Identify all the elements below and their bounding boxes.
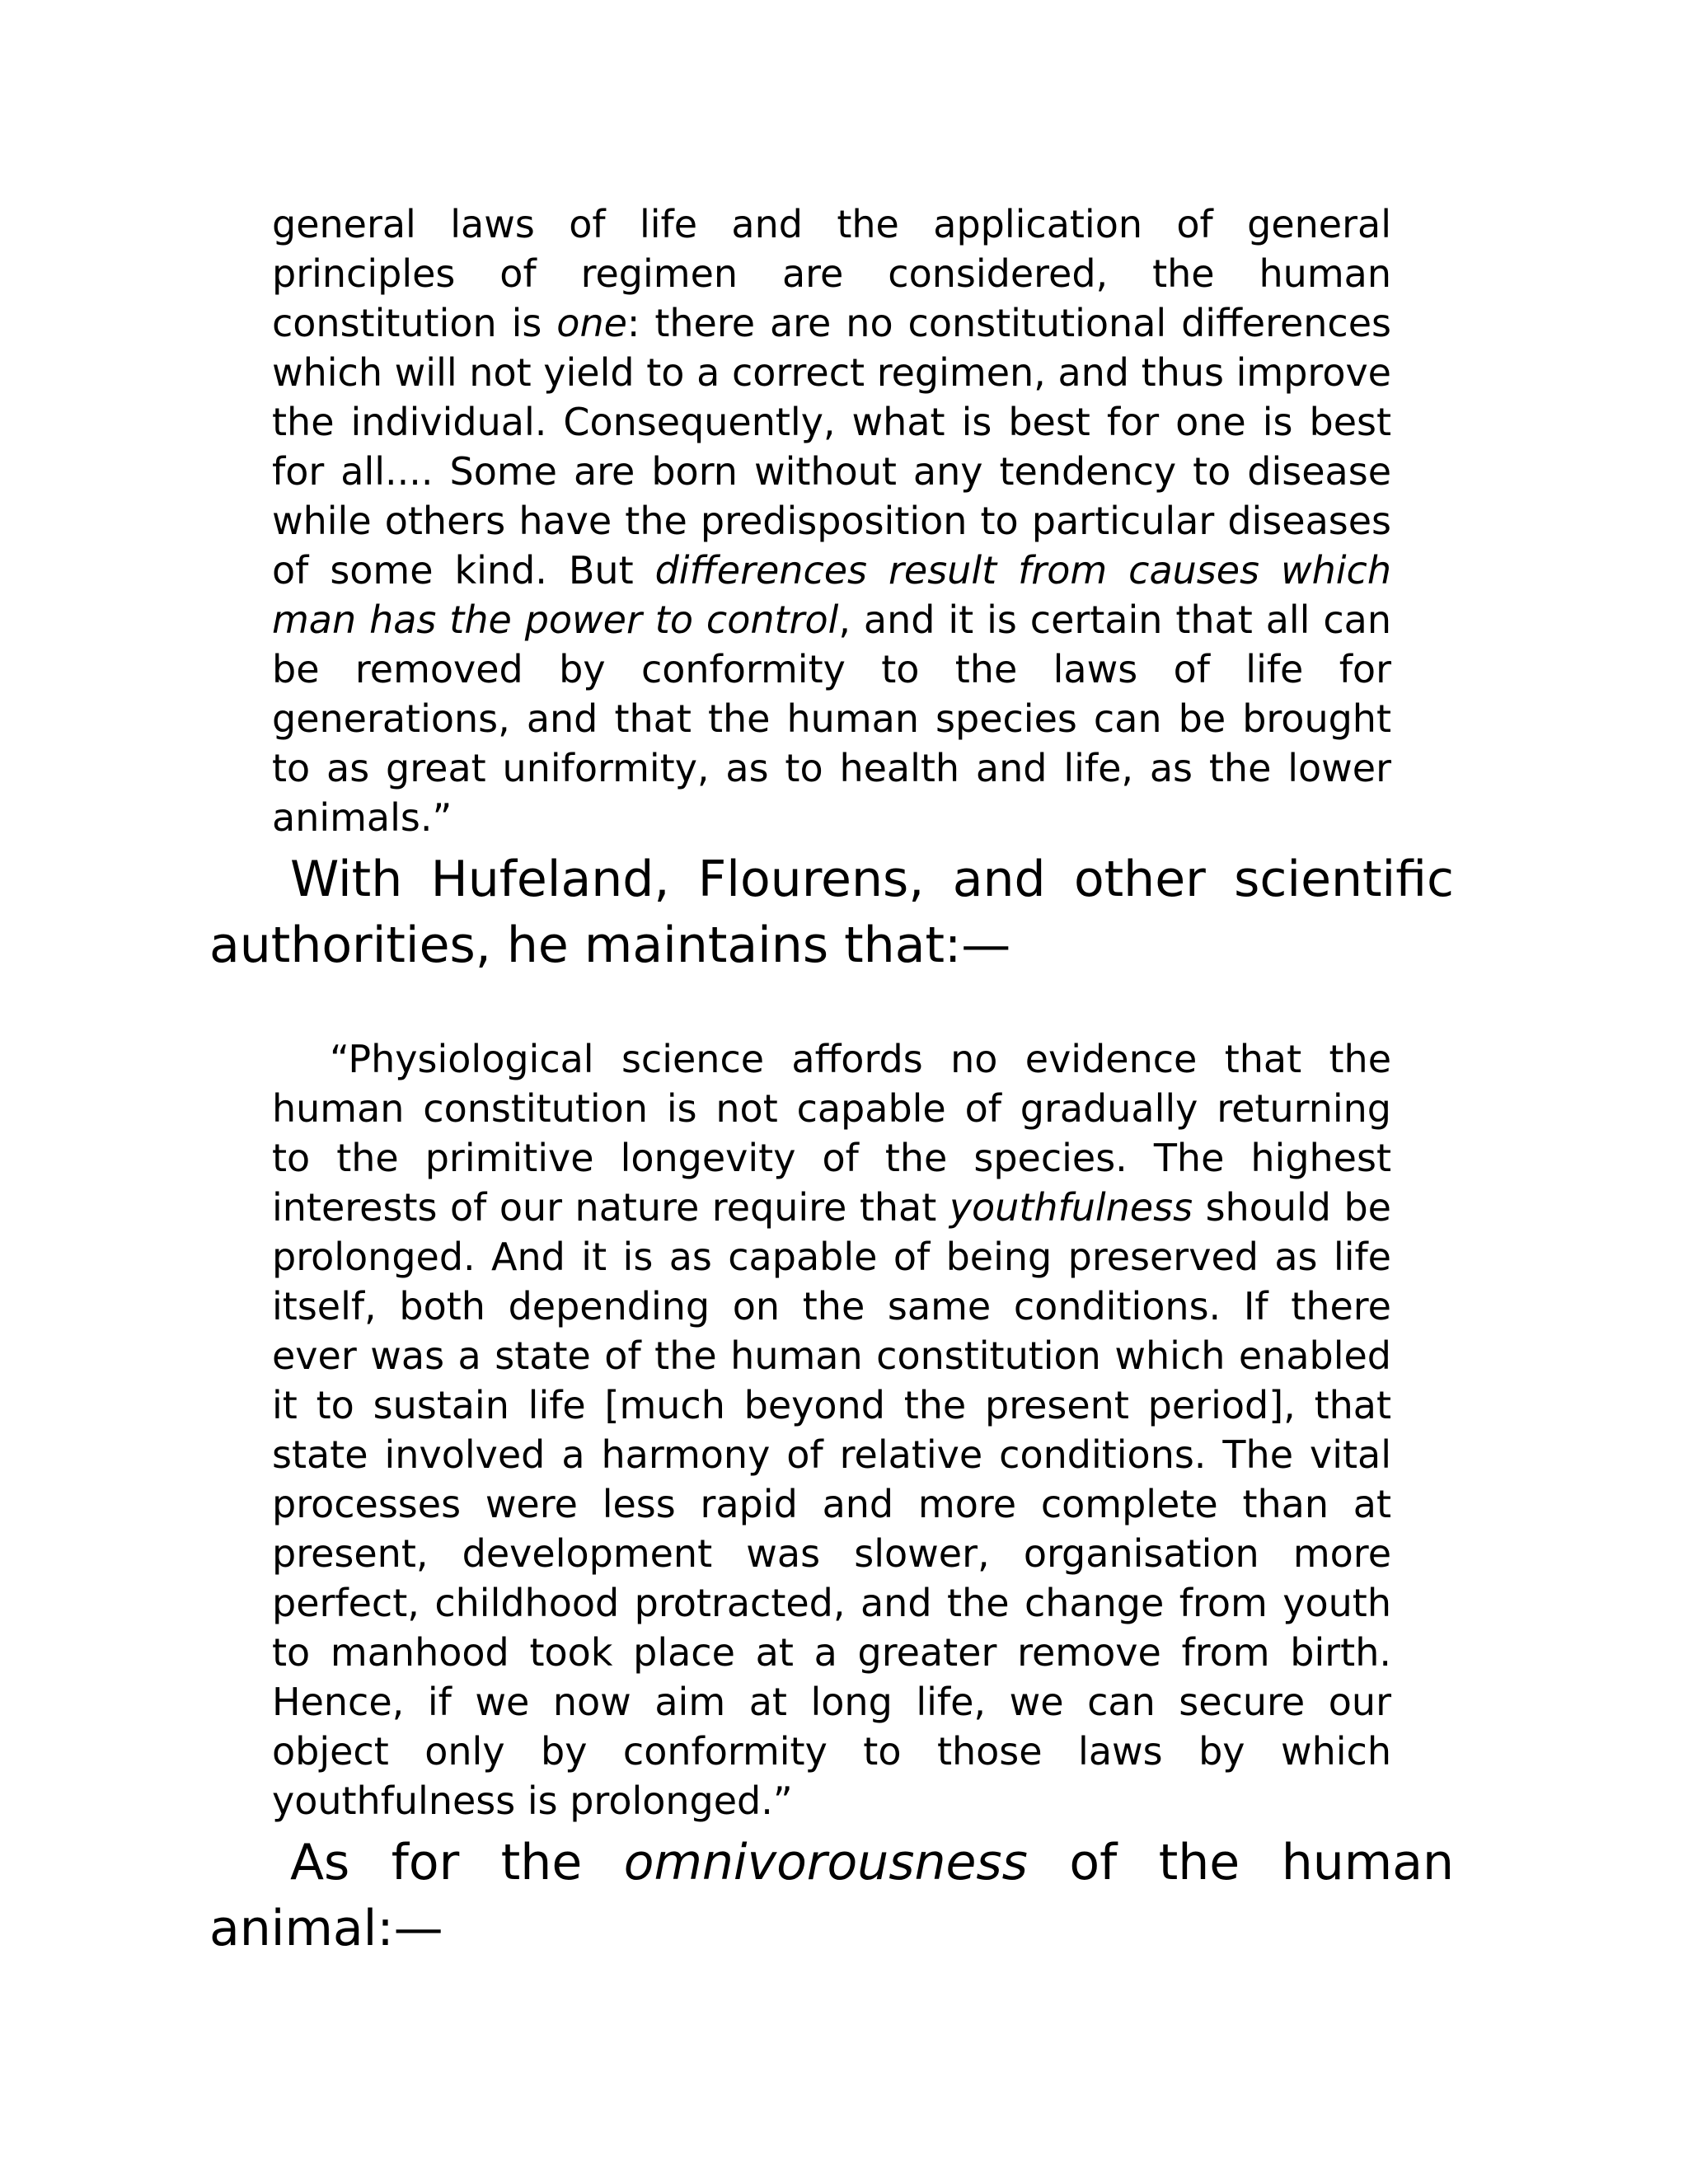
body-paragraph-omnivorousness (209, 1830, 1454, 1961)
para1-text: With Hufeland, Flourens, and other scientific authorities, he maintains that:— (209, 851, 1454, 974)
quote1-text-3: , and it is certain that all can be removed by conformity to the laws of life for generations, and that the human species can be brought to as great uniformity, as to health and life, as the lower animals.” (272, 598, 1391, 840)
para2-text-1: As for the (290, 1834, 624, 1891)
quote1-emphasis-one: one (556, 301, 627, 345)
block-quote-first (272, 199, 1391, 842)
block-quote-second (272, 1034, 1391, 1825)
body-paragraph-hufeland (209, 846, 1454, 978)
quote2-emphasis-youthfulness: youthfulness (949, 1185, 1193, 1230)
quote1-emphasis-differences: differences result from causes which man has the power to control (272, 548, 1391, 642)
quote2-text-2: should be prolonged. And it is as capable of being preserved as life itself, both depending on the same conditions. If there ever was a state of the human constitution which enabled it to sustain life [much beyond the present period], that state involved a harmony of relative conditions. The vital processes were less rapid and more complete than at present, development was slower, organisation more perfect, childhood protracted, and the change from youth to manhood took place at a greater remove from birth. Hence, if we now aim at long life, we can secure our object only by conformity to those laws by which youthfulness is prolonged.” (272, 1185, 1391, 1823)
para2-emphasis-omnivorousness: omnivorousness (623, 1834, 1028, 1891)
quote1-text-1: general laws of life and the application of general principles of regimen are considered, the human constitution is (272, 202, 1391, 345)
quote2-text-1: “Physiological science affords no evidence that the human constitution is not capable of gradually returning to the primitive longevity of the species. The highest interests of our nature require that (272, 1037, 1391, 1230)
quote1-text-2: : there are no constitutional differences which will not yield to a correct regimen, and thus improve the individual. Consequently, what is best for one is best for all.... Some are born without any tendency to disease while others have the predisposition to particular diseases of some kind. But (272, 301, 1391, 593)
para2-text-2: of the human animal:— (209, 1834, 1454, 1957)
